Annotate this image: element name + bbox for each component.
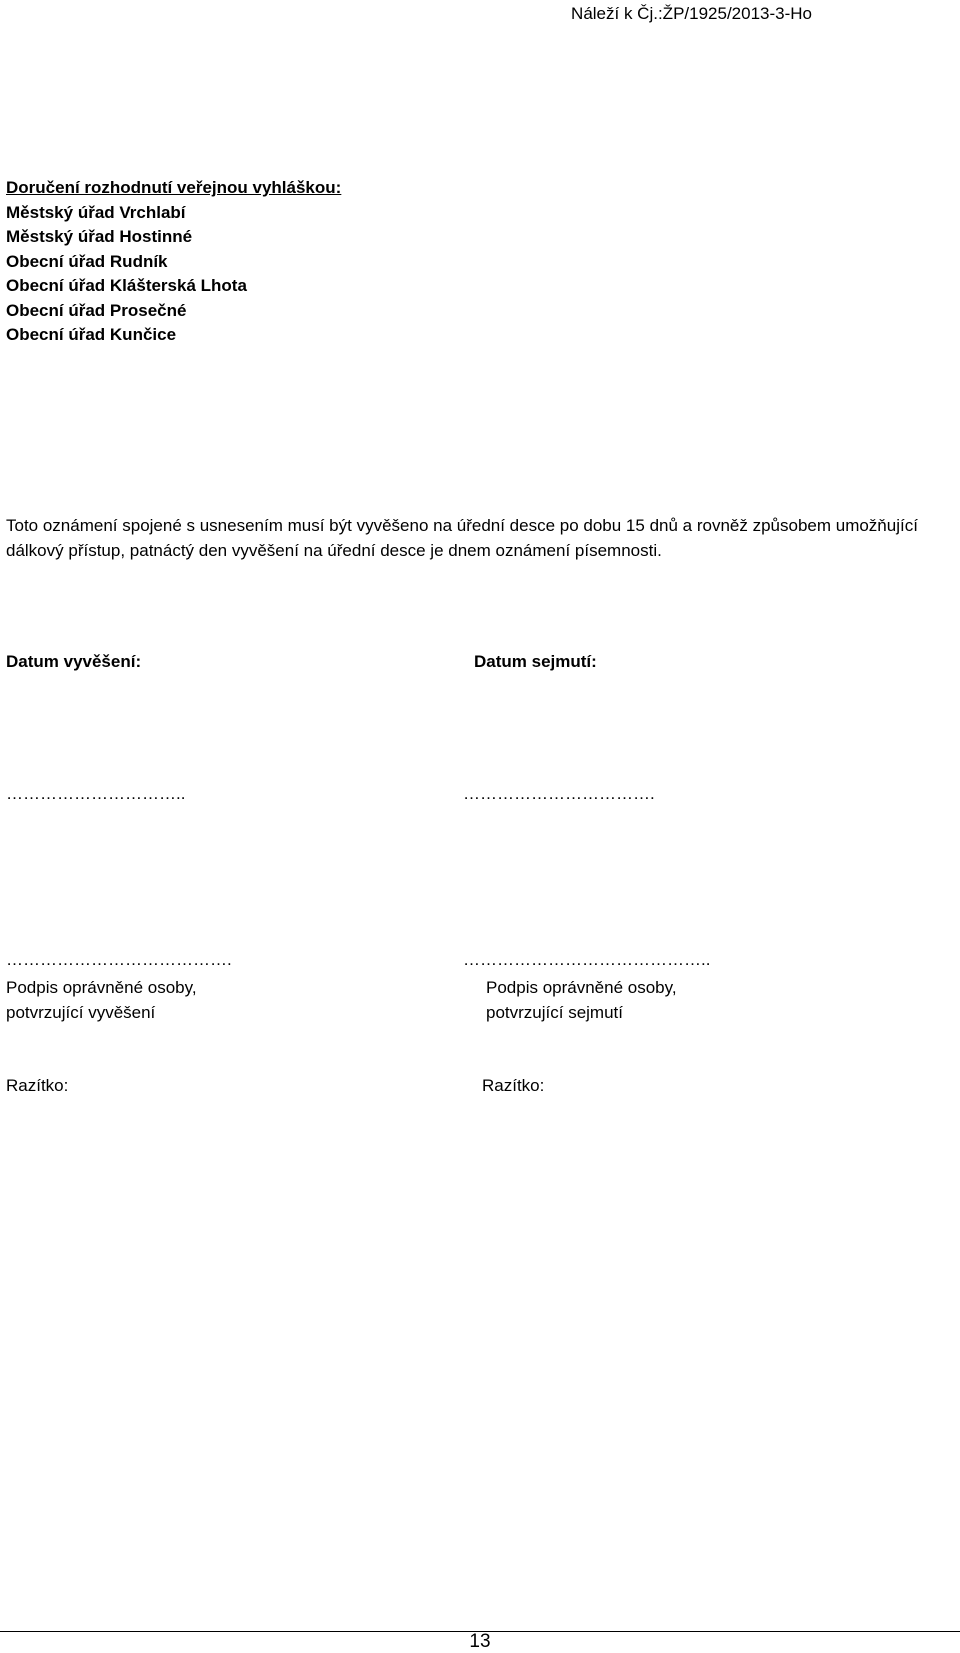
left-signature-line: …………………………………. [6, 950, 232, 969]
recipient-item: Městský úřad Vrchlabí [6, 202, 186, 222]
document-reference: Náleží k Čj.:ŽP/1925/2013-3-Ho [571, 4, 812, 23]
recipients-block [6, 176, 341, 348]
right-signature-title: Podpis oprávněné osoby, [486, 978, 677, 997]
removed-date-label: Datum sejmutí: [474, 652, 597, 671]
recipient-item: Městský úřad Hostinné [6, 227, 193, 246]
left-stamp-label: Razítko: [6, 1076, 69, 1095]
recipient-item: Obecní úřad Kunčice [6, 325, 177, 344]
left-signature-caption [6, 976, 197, 1025]
right-signature-line: …………………………………….. [463, 950, 711, 969]
recipients-heading: Doručení rozhodnutí veřejnou vyhláškou: [6, 178, 342, 197]
page-number-value: 13 [469, 1631, 491, 1652]
notice-paragraph: Toto oznámení spojené s usnesením musí být vyvěšeno na úřední desce po dobu 15 dnů a rovněž způsobem umožňující dálkový přístup, patnáctý den vyvěšení na úřední desce je dnem oznámení písemnosti. [6, 516, 918, 560]
recipient-item: Obecní úřad Rudník [6, 251, 168, 271]
posted-date-blank: ………………………….. [6, 784, 186, 803]
removed-date-blank: ……………………………. [463, 784, 655, 803]
right-signature-caption [486, 976, 677, 1025]
left-signature-subtitle: potvrzující vyvěšení [6, 1002, 156, 1022]
recipient-item: Obecní úřad Prosečné [6, 300, 187, 320]
left-signature-title: Podpis oprávněné osoby, [6, 978, 197, 997]
posted-date-label: Datum vyvěšení: [6, 652, 142, 671]
recipient-item: Obecní úřad Klášterská Lhota [6, 276, 247, 295]
right-stamp-label: Razítko: [482, 1076, 545, 1095]
right-signature-subtitle: potvrzující sejmutí [486, 1002, 623, 1022]
